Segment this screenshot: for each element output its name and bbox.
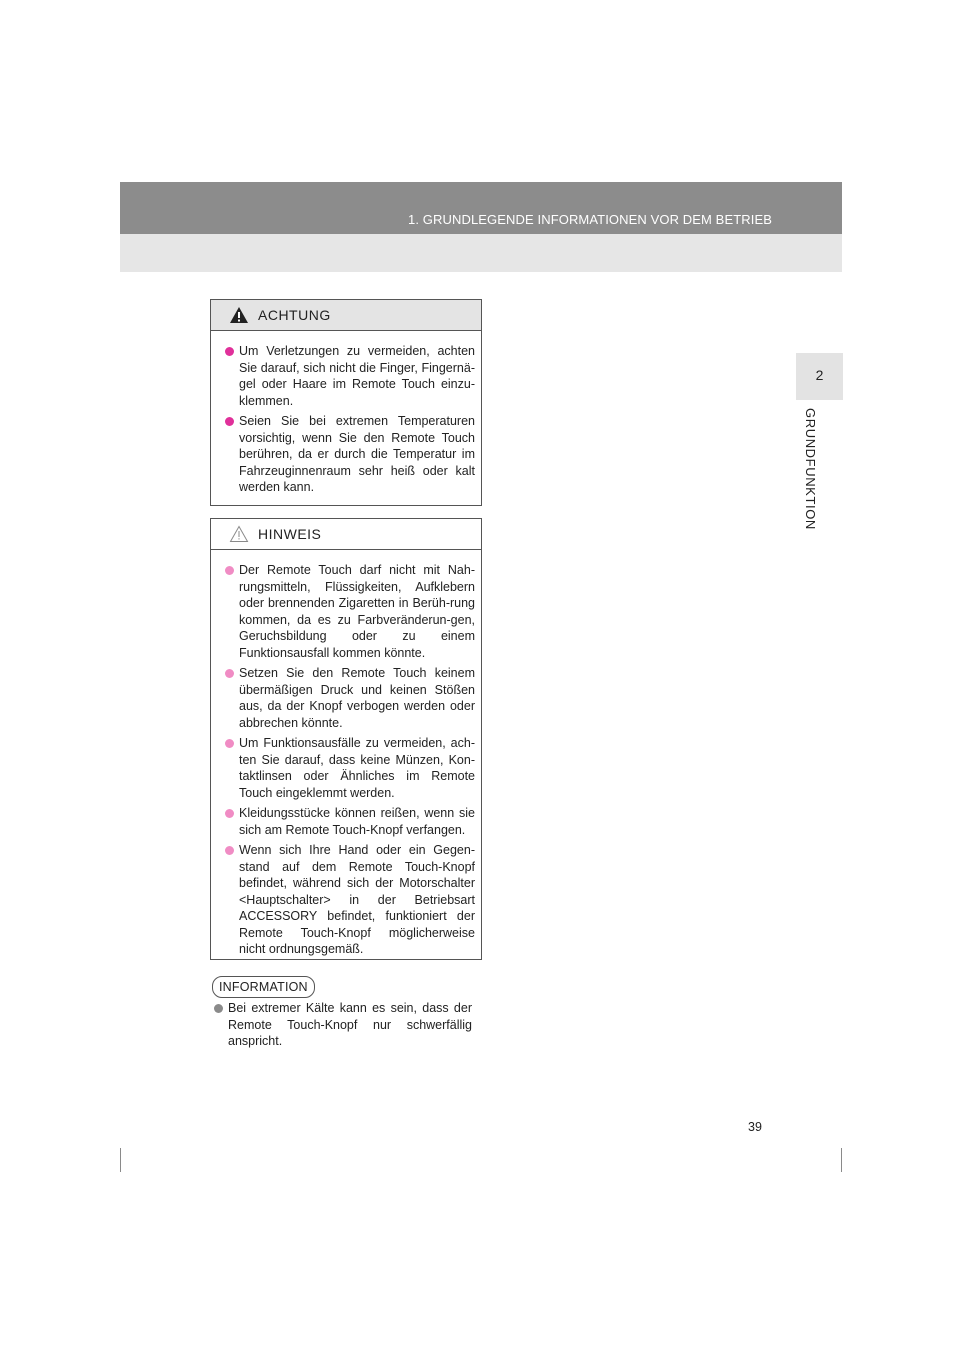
notice-list xyxy=(211,550,481,972)
page-number: 39 xyxy=(748,1120,762,1134)
list-item: Wenn sich Ihre Hand oder ein Gegen-stand auf dem Remote Touch-Knopf befindet, während sich der Motorschalter <Hauptschalter> in der Betriebsart ACCESSORY befindet, funktioniert der Remote Touch-Knopf möglicherweise nicht ordnungsgemäß. xyxy=(225,842,475,958)
bullet-icon xyxy=(225,669,234,678)
caution-box-header xyxy=(211,300,481,331)
notice-triangle-icon xyxy=(229,525,249,543)
chapter-number: 2 xyxy=(815,367,824,383)
notice-box xyxy=(210,518,482,960)
bullet-icon xyxy=(214,1004,223,1013)
crop-mark xyxy=(841,1148,842,1172)
bullet-icon xyxy=(225,809,234,818)
header-band xyxy=(120,182,842,234)
bullet-icon xyxy=(225,846,234,855)
notice-title: HINWEIS xyxy=(258,526,322,542)
caution-box xyxy=(210,299,482,506)
information-list xyxy=(210,1000,472,1050)
notice-box-header xyxy=(211,519,481,550)
chapter-tab xyxy=(796,353,843,400)
caution-list xyxy=(211,331,481,510)
list-item: Bei extremer Kälte kann es sein, dass der Remote Touch-Knopf nur schwerfällig anspricht. xyxy=(210,1000,472,1050)
bullet-icon xyxy=(225,739,234,748)
list-item: Um Verletzungen zu vermeiden, achten Sie darauf, sich nicht die Finger, Fingernä-gel oder Haare im Remote Touch einzu-klemmen. xyxy=(225,343,475,409)
information-label: INFORMATION xyxy=(212,976,315,998)
header-subband xyxy=(120,234,842,272)
list-item: Seien Sie bei extremen Temperaturen vorsichtig, wenn Sie den Remote Touch berühren, da er durch die Temperatur im Fahrzeuginnenraum sehr heiß oder kalt werden kann. xyxy=(225,413,475,496)
warning-triangle-icon xyxy=(229,306,249,324)
list-item: Kleidungsstücke können reißen, wenn sie sich am Remote Touch-Knopf verfangen. xyxy=(225,805,475,838)
section-title: 1. GRUNDLEGENDE INFORMATIONEN VOR DEM BETRIEB xyxy=(408,212,772,227)
list-item: Der Remote Touch darf nicht mit Nah-rungsmitteln, Flüssigkeiten, Aufklebern oder brennenden Zigaretten in Berüh-rung kommen, da es zu Farbveränderun-gen, Geruchsbildung oder zu einem Funktionsausfall kommen könnte. xyxy=(225,562,475,661)
caution-title: ACHTUNG xyxy=(258,307,331,323)
bullet-icon xyxy=(225,347,234,356)
list-item: Setzen Sie den Remote Touch keinem übermäßigen Druck und keinen Stößen aus, da der Knopf verbogen werden oder abbrechen könnte. xyxy=(225,665,475,731)
chapter-label: GRUNDFUNKTION xyxy=(803,408,818,530)
bullet-icon xyxy=(225,566,234,575)
list-item: Um Funktionsausfälle zu vermeiden, ach-ten Sie darauf, dass keine Münzen, Kon-taktlinsen oder Ähnliches im Remote Touch eingeklemmt werden. xyxy=(225,735,475,801)
crop-mark xyxy=(120,1148,121,1172)
bullet-icon xyxy=(225,417,234,426)
